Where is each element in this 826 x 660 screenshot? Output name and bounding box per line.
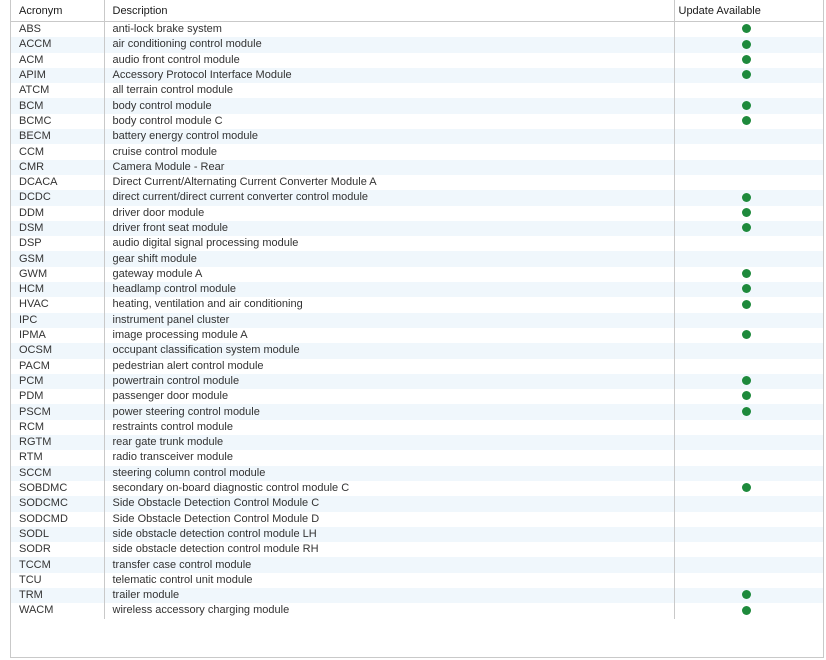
table-header [11,0,823,22]
table-row[interactable] [11,481,823,496]
acronym-cell: ACM [11,53,104,68]
update-available-cell [674,450,823,465]
acronym-cell: SODL [11,527,104,542]
update-available-cell [674,83,823,98]
table-row[interactable] [11,206,823,221]
table-row[interactable] [11,343,823,358]
table-row[interactable] [11,129,823,144]
table-row[interactable] [11,53,823,68]
update-available-cell [674,374,823,389]
update-available-indicator-icon [742,330,751,339]
description-cell: Side Obstacle Detection Control Module D [104,512,674,527]
table-row[interactable] [11,435,823,450]
update-available-cell [674,404,823,419]
description-cell: instrument panel cluster [104,313,674,328]
description-cell: pedestrian alert control module [104,359,674,374]
table-row[interactable] [11,221,823,236]
update-available-cell [674,206,823,221]
acronym-cell: DSM [11,221,104,236]
table-row[interactable] [11,466,823,481]
acronym-cell: PDM [11,389,104,404]
description-cell: power steering control module [104,404,674,419]
table-body [11,22,823,619]
table-row[interactable] [11,359,823,374]
acronym-cell: ACCM [11,37,104,52]
acronym-cell: TRM [11,588,104,603]
update-available-cell [674,267,823,282]
table-row[interactable] [11,297,823,312]
description-cell: all terrain control module [104,83,674,98]
update-available-indicator-icon [742,300,751,309]
module-table [11,0,823,619]
table-row[interactable] [11,267,823,282]
description-cell: Camera Module - Rear [104,160,674,175]
table-row[interactable] [11,236,823,251]
description-cell: cruise control module [104,144,674,159]
acronym-cell: WACM [11,603,104,618]
update-available-cell [674,557,823,572]
description-cell: Accessory Protocol Interface Module [104,68,674,83]
acronym-cell: SCCM [11,466,104,481]
table-row[interactable] [11,37,823,52]
acronym-cell: BCM [11,98,104,113]
update-available-indicator-icon [742,40,751,49]
description-cell: steering column control module [104,466,674,481]
acronym-cell: TCU [11,573,104,588]
update-available-cell [674,588,823,603]
update-available-cell [674,282,823,297]
description-cell: body control module [104,98,674,113]
acronym-cell: PSCM [11,404,104,419]
update-available-indicator-icon [742,269,751,278]
acronym-cell: PACM [11,359,104,374]
table-row[interactable] [11,83,823,98]
table-row[interactable] [11,512,823,527]
table-row[interactable] [11,588,823,603]
acronym-cell: BECM [11,129,104,144]
update-available-cell [674,129,823,144]
header-row [11,0,823,22]
acronym-cell: CCM [11,144,104,159]
description-cell: restraints control module [104,420,674,435]
description-cell: gateway module A [104,267,674,282]
table-row[interactable] [11,160,823,175]
table-row[interactable] [11,328,823,343]
description-cell: battery energy control module [104,129,674,144]
table-row[interactable] [11,22,823,38]
update-available-indicator-icon [742,376,751,385]
acronym-cell: ATCM [11,83,104,98]
update-available-cell [674,343,823,358]
table-row[interactable] [11,450,823,465]
acronym-cell: SODCMC [11,496,104,511]
update-available-cell [674,466,823,481]
module-table-container [10,0,824,658]
acronym-cell: PCM [11,374,104,389]
description-cell: powertrain control module [104,374,674,389]
table-row[interactable] [11,557,823,572]
update-available-indicator-icon [742,70,751,79]
acronym-cell: DSP [11,236,104,251]
description-cell: audio front control module [104,53,674,68]
description-cell: body control module C [104,114,674,129]
description-cell: audio digital signal processing module [104,236,674,251]
update-available-indicator-icon [742,223,751,232]
update-available-cell [674,175,823,190]
column-header-acronym[interactable]: Acronym [11,0,104,22]
update-available-cell [674,573,823,588]
description-cell: trailer module [104,588,674,603]
acronym-cell: GSM [11,251,104,266]
update-available-cell [674,496,823,511]
column-header-description[interactable]: Description [104,0,674,22]
table-row[interactable] [11,282,823,297]
update-available-cell [674,53,823,68]
acronym-cell: DDM [11,206,104,221]
description-cell: image processing module A [104,328,674,343]
acronym-cell: IPMA [11,328,104,343]
description-cell: radio transceiver module [104,450,674,465]
update-available-cell [674,420,823,435]
description-cell: transfer case control module [104,557,674,572]
acronym-cell: HVAC [11,297,104,312]
update-available-cell [674,37,823,52]
acronym-cell: APIM [11,68,104,83]
update-available-cell [674,297,823,312]
update-available-cell [674,435,823,450]
update-available-cell [674,603,823,618]
description-cell: Direct Current/Alternating Current Converter Module A [104,175,674,190]
table-row[interactable] [11,527,823,542]
acronym-cell: OCSM [11,343,104,358]
table-row[interactable] [11,190,823,205]
table-row[interactable] [11,114,823,129]
update-available-cell [674,22,823,38]
update-available-indicator-icon [742,24,751,33]
acronym-cell: TCCM [11,557,104,572]
description-cell: Side Obstacle Detection Control Module C [104,496,674,511]
update-available-cell [674,68,823,83]
update-available-indicator-icon [742,116,751,125]
update-available-indicator-icon [742,101,751,110]
description-cell: driver front seat module [104,221,674,236]
description-cell: anti-lock brake system [104,22,674,38]
acronym-cell: IPC [11,313,104,328]
description-cell: direct current/direct current converter control module [104,190,674,205]
update-available-cell [674,313,823,328]
description-cell: telematic control unit module [104,573,674,588]
table-row[interactable] [11,98,823,113]
update-available-cell [674,542,823,557]
update-available-cell [674,328,823,343]
acronym-cell: SOBDMC [11,481,104,496]
update-available-cell [674,114,823,129]
update-available-cell [674,221,823,236]
description-cell: side obstacle detection control module RH [104,542,674,557]
description-cell: occupant classification system module [104,343,674,358]
table-row[interactable] [11,68,823,83]
table-row[interactable] [11,251,823,266]
table-row[interactable] [11,603,823,618]
update-available-cell [674,359,823,374]
acronym-cell: HCM [11,282,104,297]
update-available-cell [674,236,823,251]
acronym-cell: BCMC [11,114,104,129]
table-row[interactable] [11,573,823,588]
update-available-indicator-icon [742,590,751,599]
description-cell: heating, ventilation and air conditioning [104,297,674,312]
update-available-cell [674,481,823,496]
acronym-cell: RGTM [11,435,104,450]
acronym-cell: GWM [11,267,104,282]
acronym-cell: DCACA [11,175,104,190]
table-row[interactable] [11,175,823,190]
update-available-indicator-icon [742,55,751,64]
update-available-cell [674,251,823,266]
description-cell: passenger door module [104,389,674,404]
table-row[interactable] [11,496,823,511]
acronym-cell: CMR [11,160,104,175]
update-available-cell [674,389,823,404]
acronym-cell: RTM [11,450,104,465]
acronym-cell: ABS [11,22,104,38]
update-available-indicator-icon [742,284,751,293]
description-cell: headlamp control module [104,282,674,297]
description-cell: side obstacle detection control module LH [104,527,674,542]
update-available-indicator-icon [742,208,751,217]
update-available-indicator-icon [742,391,751,400]
update-available-indicator-icon [742,193,751,202]
description-cell: driver door module [104,206,674,221]
update-available-indicator-icon [742,606,751,615]
table-row[interactable] [11,313,823,328]
description-cell: gear shift module [104,251,674,266]
update-available-cell [674,512,823,527]
update-available-cell [674,98,823,113]
description-cell: air conditioning control module [104,37,674,52]
update-available-cell [674,144,823,159]
update-available-indicator-icon [742,483,751,492]
table-row[interactable] [11,389,823,404]
column-header-update-available[interactable]: Update Available [674,0,823,22]
acronym-cell: SODR [11,542,104,557]
table-row[interactable] [11,542,823,557]
table-row[interactable] [11,404,823,419]
description-cell: wireless accessory charging module [104,603,674,618]
table-row[interactable] [11,420,823,435]
table-row[interactable] [11,144,823,159]
description-cell: secondary on-board diagnostic control module C [104,481,674,496]
table-row[interactable] [11,374,823,389]
update-available-cell [674,527,823,542]
acronym-cell: DCDC [11,190,104,205]
update-available-cell [674,190,823,205]
update-available-cell [674,160,823,175]
acronym-cell: SODCMD [11,512,104,527]
update-available-indicator-icon [742,407,751,416]
description-cell: rear gate trunk module [104,435,674,450]
acronym-cell: RCM [11,420,104,435]
